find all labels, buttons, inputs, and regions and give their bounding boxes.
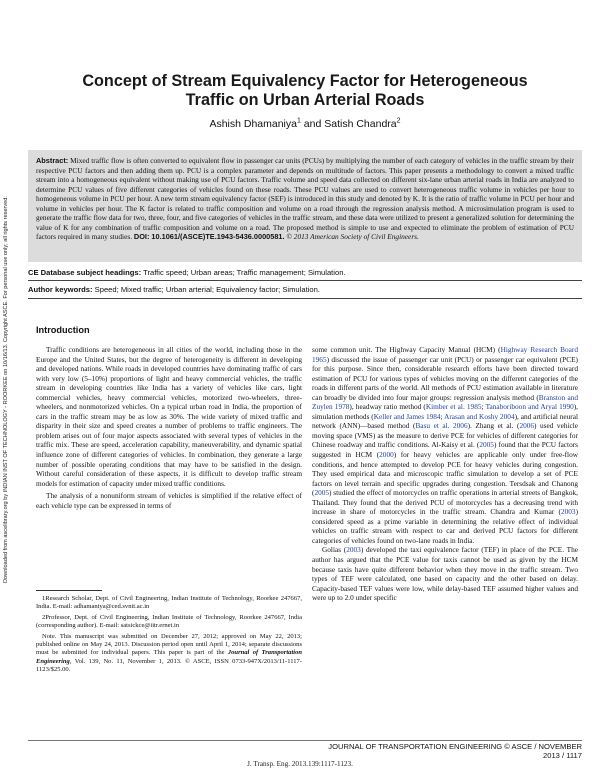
- citation-link[interactable]: 2006: [519, 421, 535, 431]
- author-connector: and: [300, 118, 325, 130]
- author-keywords-label: Author keywords:: [28, 285, 93, 294]
- author-1: Ashish Dhamaniya: [209, 118, 297, 130]
- citation-link[interactable]: Highway Research Board 1965: [312, 345, 578, 364]
- divider: [28, 280, 582, 281]
- citation-link[interactable]: Tanaboriboon and Aryal 1990: [485, 402, 574, 412]
- intro-paragraph-1: Traffic conditions are heterogeneous in all cities of the world, including those in the Europe and the United States, but the degree of heterogeneity is different in developing and developed nations. While roads in developed countries have dominating traffic of cars with very low (5–10%) proportions of light and heavy commercial vehicles, the traffic stream in developing countries like India has a variety of vehicles like cars, light commercial vehicles, heavy commercial vehicles, motorized two-wheelers, three-wheelers, and nonmotorized vehicles. On a typical urban road in India, the proportion of cars in the traffic stream may be as low as 30%. The wide variety of mixed traffic and disparity in their size and speed creates a number of problems to traffic engineers. The problem arises out of four major aspects associated with several types of vehicles in the traffic mix. These are speed, acceleration capability, maneuverability, and dynamic spatial influence zone of different categories of vehicles. In combination, they generate a large number of possible operating conditions that may have to be satisfied in the design. Without careful consideration of these aspects, it is difficult to develop traffic stream models for estimation of capacity under mixed traffic conditions.: [36, 345, 302, 488]
- abstract-box: [28, 150, 582, 262]
- journal-name: Journal of Transportation Engineering: [36, 649, 302, 665]
- introduction-heading: Introduction: [36, 325, 90, 335]
- citation-link[interactable]: 2005: [479, 440, 494, 450]
- abstract-text: Mixed traffic flow is often converted to equivalent flow in passenger car units (PCUs) by multiplying the number of each category of vehicles in the traffic stream by their respective PCU factors and then adding them up. PCU is a complex parameter and depends on multitude of factors. This paper presents a methodology to convert a mixed traffic stream into a homogeneous equivalent without making use of PCU factors. Traffic volume and speed data collected on different six-lane urban arterial roads in India are analyzed to determine PCU values of five different categories of vehicles found on these roads. These PCU values are used to convert heterogeneous traffic volume in vehicles per hour to homogeneous volume in PCU per hour. A new term stream equivalency factor (SEF) is introduced in this study and denoted by K. It is the ratio of traffic volume in PCU per hour and volume in vehicles per hour. The K factor is related to traffic composition and volume on a road through the regression analysis method. A microsimulation program is used to generate the traffic flow data for two, three, four, and five categories of vehicles in the traffic stream, and these data were utilized to present a generalized solution for determining the value of K for any combination of traffic composition and volume on a road. The proposed method is simple to use and expected to eliminate the problem of estimation of PCU factors required in many studies.: [36, 156, 574, 242]
- author-1-affil: 1: [296, 117, 301, 125]
- right-column: [312, 345, 578, 603]
- subject-headings: [28, 268, 582, 277]
- citation-link[interactable]: 2000: [379, 450, 394, 460]
- author-2-affil: 2: [396, 117, 401, 125]
- footnote-divider: [36, 590, 102, 591]
- abstract-label: Abstract:: [36, 156, 69, 165]
- subject-headings-text: Traffic speed; Urban areas; Traffic management; Simulation.: [141, 268, 346, 277]
- author-line: [40, 118, 570, 130]
- citation-link[interactable]: Kimber et al. 1985: [425, 402, 482, 412]
- citation-link[interactable]: Basu et al. 2006: [415, 421, 468, 431]
- title-line-2: Traffic on Urban Arterial Roads: [185, 91, 425, 109]
- citation-link[interactable]: 2005: [314, 488, 330, 498]
- citation-link[interactable]: Keller and James 1984: [373, 411, 441, 421]
- paper-title: [40, 72, 570, 110]
- author-keywords: [28, 285, 582, 294]
- copyright-notice: © 2013 American Society of Civil Engineers.: [284, 232, 419, 242]
- citation-link[interactable]: 2003: [560, 507, 576, 517]
- footnote-1: 1Research Scholar, Dept. of Civil Engineering, Indian Institute of Technology, Roorkee 247667, India. E-mail: adhamaniya@ced.svnit.ac.in: [36, 595, 302, 611]
- running-footer: JOURNAL OF TRANSPORTATION ENGINEERING © ASCE / NOVEMBER 2013 / 1117: [328, 742, 582, 760]
- title-line-1: Concept of Stream Equivalency Factor for Heterogeneous: [82, 72, 528, 90]
- doi-link[interactable]: DOI: 10.1061/(ASCE)TE.1943-5436.0000581.: [133, 232, 285, 242]
- author-2: Satish Chandra: [324, 118, 397, 130]
- footnotes: [36, 595, 302, 675]
- download-notice: Downloaded from ascelibrary.org by INDIAN INST OF TECHNOLOGY - ROORKEE on 10/16/13. Copyright ASCE. For personal use only; all rights reserved.: [3, 196, 9, 584]
- manuscript-note: Note. This manuscript was submitted on December 27, 2012; approved on May 22, 2013; published online on May 24, 2013. Discussion period open until April 1, 2014; separate discussions must be submitted for individual papers. This paper is part of the Journal of Transportation Engineering, Vol. 139, No. 11, November 1, 2013. © ASCE, ISSN 0733-947X/2013/11-1117-1123/$25.00.: [36, 632, 302, 674]
- citation-link[interactable]: Arasan and Koshy 2004: [444, 411, 515, 421]
- citation-link[interactable]: Branston and Zuylen 1978: [312, 392, 578, 412]
- divider: [28, 298, 582, 299]
- author-keywords-text: Speed; Mixed traffic; Urban arterial; Equivalency factor; Simulation.: [92, 285, 320, 294]
- citation-link[interactable]: 2003: [346, 545, 361, 555]
- right-paragraph-2: Golias (2003) developed the taxi equivalence factor (TEF) in place of the PCE. The author has argued that the PCE value for taxis cannot be used as given by the HCM because taxis have quite different behavior when they move in the traffic stream. Two types of TEF were calculated, one based on capacity and the other based on delay. Capacity-based TEF values were low, while delay-based TEF assumed higher values and were up to 2.0 under specific: [312, 545, 578, 603]
- left-column: [36, 345, 302, 510]
- subject-headings-label: CE Database subject headings:: [28, 268, 142, 277]
- footnote-2: 2Professor, Dept. of Civil Engineering, Indian Institute of Technology, Roorkee 247667, India (corresponding author). E-mail: satsickce@iitr.ernet.in: [36, 613, 302, 630]
- right-paragraph-1: some common unit. The Highway Capacity Manual (HCM) (Highway Research Board 1965) discussed the issue of passenger car unit (PCU) or passenger car equivalent (PCE) for this purpose. Since then, considerable research efforts have been directed toward estimation of PCU for various types of vehicles moving on the different categories of the roads in different parts of the world. All methods of PCU estimation available in literature can broadly be divided into four major groups: regression analysis method (Branston and Zuylen 1978), headway ratio method (Kimber et al. 1985; Tanaboriboon and Aryal 1990), simulation methods (Keller and James 1984; Arasan and Koshy 2004), and artificial neural network (ANN)—based method (Basu et al. 2006). Zhang et al. (2006) used vehicle moving space (VMS) as the measure to derive PCE for vehicles of different categories for Chinese roadway and traffic conditions. Al-Kaisy et al. (2005) found that the PCU factors suggested in HCM (2000) for heavy vehicles are applicable only under free-flow conditions, and hence attempted to develop PCE for heavy vehicles during congestion. They used empirical data and microscopic traffic simulation to develop a set of PCE factors on level terrain and specific upgrades during congestion. Tersdsak and Chanong (2005) studied the effect of motorcycles on traffic operations in arterial streets of Bangkok, Thailand. They found that the derived PCU of motorcycles has a decreasing trend with increase in share of motorcycles in the traffic stream. Chandra and Kumar (2003) considered speed as a prime variable in determining the relative effect of individual vehicles on traffic stream with respect to car and derived PCU factors for different categories of vehicles found on two-lane roads in India.: [312, 345, 579, 545]
- footer-divider: [28, 740, 582, 741]
- citation-line: J. Transp. Eng. 2013.139:1117-1123.: [247, 760, 353, 768]
- intro-paragraph-2: The analysis of a nonuniform stream of vehicles is simplified if the relative effect of each vehicle type can be expressed in terms of: [36, 491, 302, 510]
